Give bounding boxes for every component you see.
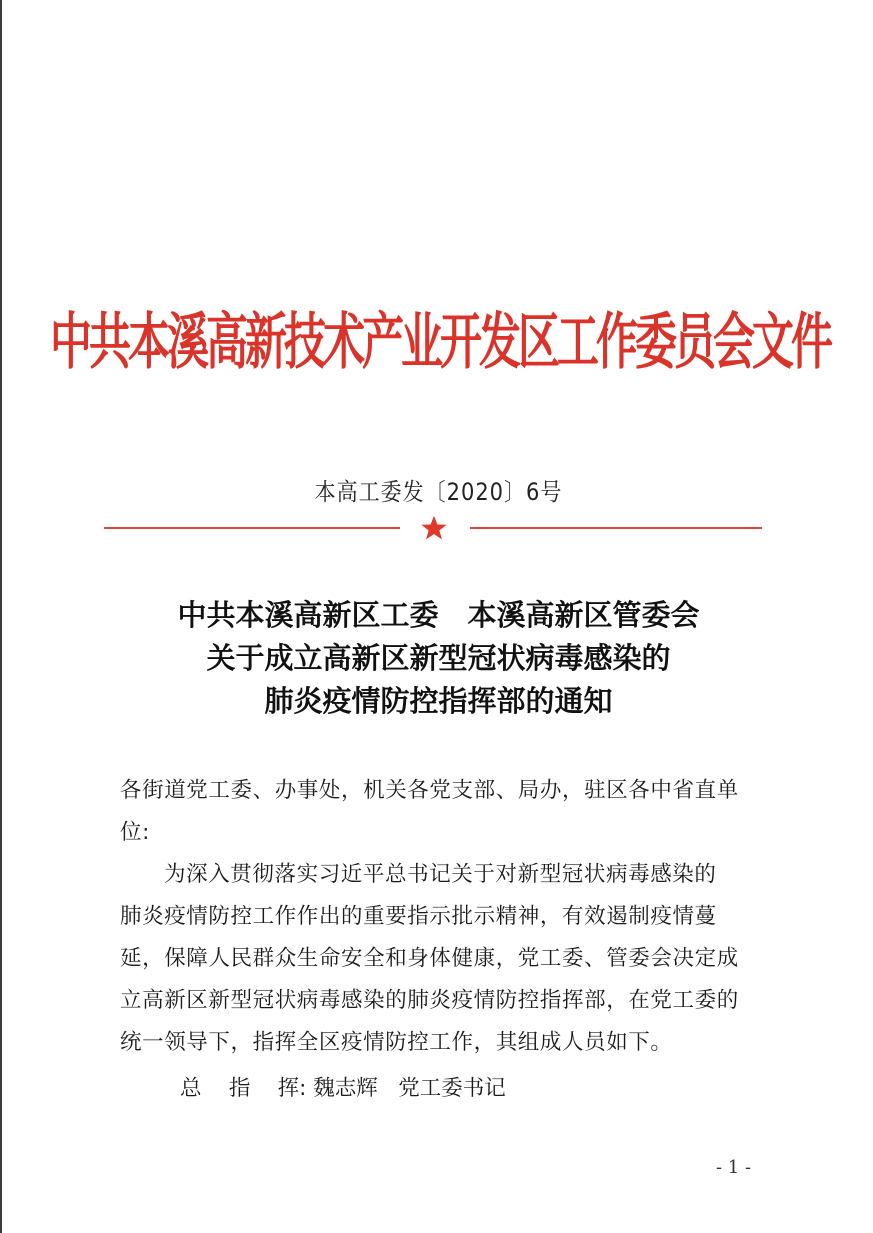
document-subject xyxy=(2,594,873,723)
body-line: 统一领导下，指挥全区疫情防控工作，其组成人员如下。 xyxy=(120,1030,673,1055)
addressee-line: 位: xyxy=(120,820,150,845)
issuer-header: 中共本溪高新技术产业开发区工作委员会文件 xyxy=(50,306,831,378)
page-number: - 1 - xyxy=(716,1157,752,1178)
subject-line: 肺炎疫情防控指挥部的通知 xyxy=(264,684,613,718)
body-line: 肺炎疫情防控工作作出的重要指示批示精神，有效遏制疫情蔓 xyxy=(120,904,717,929)
red-divider-left xyxy=(104,527,400,529)
roster-commander-line: 总 指 挥: 魏志辉 党工委书记 xyxy=(180,1076,506,1101)
addressee-line: 各街道党工委、办事处，机关各党支部、局办，驻区各中省直单 xyxy=(120,778,739,803)
subject-line: 关于成立高新区新型冠状病毒感染的 xyxy=(206,641,671,675)
body-line: 立高新区新型冠状病毒感染的肺炎疫情防控指挥部，在党工委的 xyxy=(120,988,739,1013)
body-line: 为深入贯彻落实习近平总书记关于对新型冠状病毒感染的 xyxy=(164,862,717,887)
document-number: 本高工委发〔2020〕6号 xyxy=(314,478,563,506)
red-divider-right xyxy=(470,527,762,529)
subject-line: 中共本溪高新区工委 本溪高新区管委会 xyxy=(177,598,700,632)
red-star-icon xyxy=(420,514,448,542)
document-body xyxy=(120,770,780,1064)
body-line: 延，保障人民群众生命安全和身体健康，党工委、管委会决定成 xyxy=(120,946,739,971)
